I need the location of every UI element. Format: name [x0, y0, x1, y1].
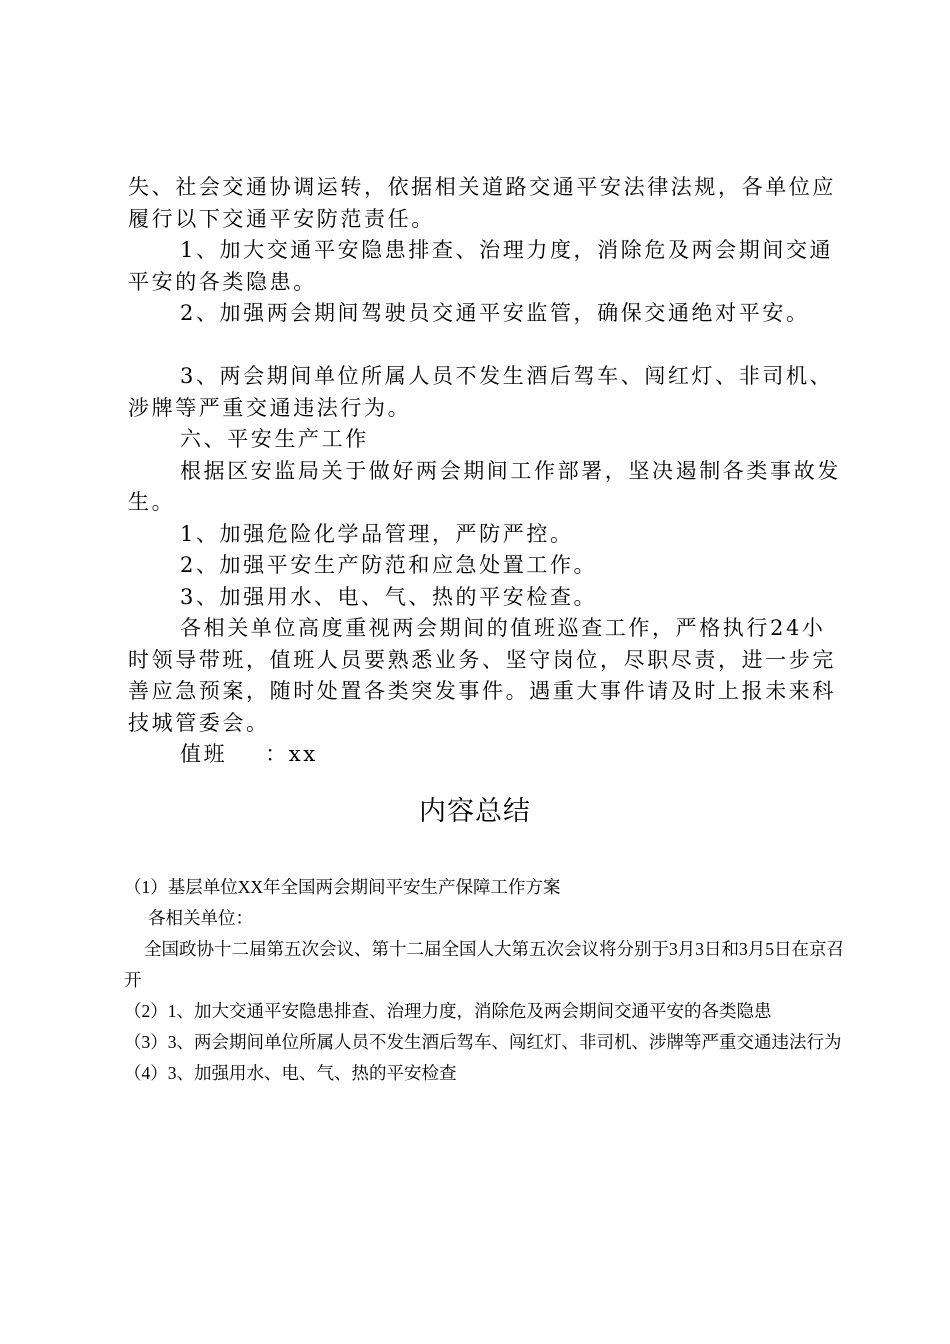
paragraph-duty-requirements: 各相关单位高度重视两会期间的值班巡查工作，严格执行24小时领导带班，值班人员要熟悉业务、坚守岗位，尽职尽责，进一步完善应急预案，随时处置各类突发事件。遇重大事件请及时上报未来科技城管委会。 — [128, 616, 836, 735]
summary-item-3: （3）3、两会期间单位所属人员不发生酒后驾车、闯红灯、非司机、涉牌等严重交通违法行为 — [124, 1032, 842, 1052]
paragraph-traffic-item-3: 3、两会期间单位所属人员不发生酒后驾车、闯红灯、非司机、涉牌等严重交通违法行为。 — [128, 364, 834, 420]
duty-value: ：xx — [265, 742, 318, 766]
summary-item-recipients: 各相关单位： — [148, 908, 253, 928]
blank-line — [128, 330, 848, 362]
paragraph-safety-intro: 根据区安监局关于做好两会期间工作部署，坚决遏制各类事故发生。 — [128, 458, 841, 514]
paragraph-traffic-item-2: 2、加强两会期间驾驶员交通平安监管，确保交通绝对平安。 — [180, 301, 810, 325]
paragraph-traffic-item-1: 1、加大交通平安隐患排查、治理力度，消除危及两会期间交通平安的各类隐患。 — [128, 238, 834, 294]
summary-title: 内容总结 — [419, 796, 531, 827]
summary-item-2: （2）1、加大交通平安隐患排查、治理力度，消除危及两会期间交通平安的各类隐患 — [124, 1001, 772, 1021]
duty-label: 值班 — [180, 742, 228, 766]
duty-line — [128, 739, 848, 771]
paragraph-safety-item-1: 1、加强危险化学品管理，严防严控。 — [180, 521, 574, 546]
summary-item-meeting: 全国政协十二届第五次会议、第十二届全国人大第五次会议将分别于3月3日和3月5日在京召开 — [124, 939, 844, 990]
section-heading-safety: 六、平安生产工作 — [180, 427, 369, 451]
paragraph-traffic-intro: 失、社会交通协调运转，依据相关道路交通平安法律法规，各单位应履行以下交通平安防范责任。 — [128, 175, 836, 231]
paragraph-safety-item-3: 3、加强用水、电、气、热的平安检查。 — [180, 584, 598, 609]
summary-list — [124, 872, 844, 1089]
paragraph-safety-item-2: 2、加强平安生产防范和应急处置工作。 — [180, 553, 598, 577]
summary-item-4: （4）3、加强用水、电、气、热的平安检查 — [124, 1063, 457, 1083]
summary-item-1: （1）基层单位XX年全国两会期间平安生产保障工作方案 — [124, 877, 561, 897]
document-body — [128, 172, 848, 771]
